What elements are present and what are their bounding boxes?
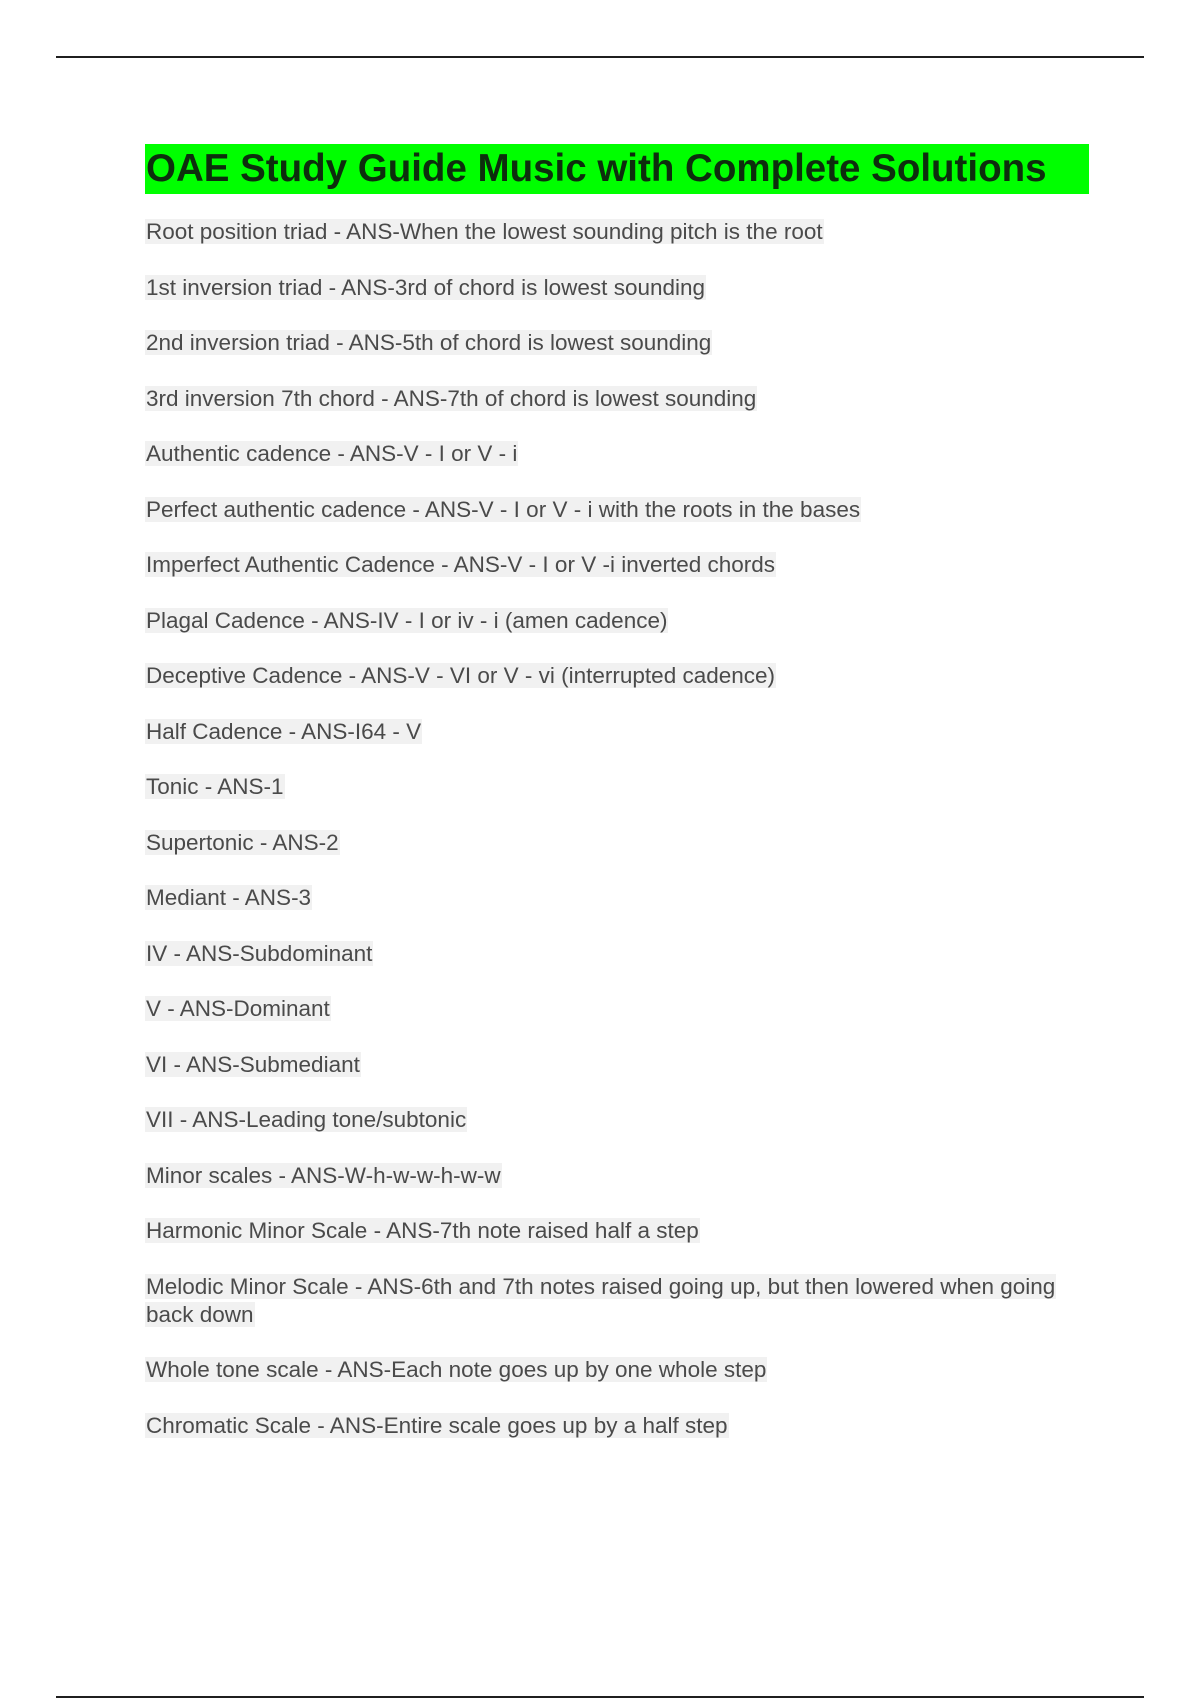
list-item xyxy=(145,551,1089,579)
list-item xyxy=(145,218,1089,246)
list-item-text: Perfect authentic cadence - ANS-V - I or V - i with the roots in the bases xyxy=(146,496,861,522)
list-item-text: Authentic cadence - ANS-V - I or V - i xyxy=(146,441,518,466)
list-item xyxy=(145,940,1089,968)
list-item-text: Deceptive Cadence - ANS-V - VI or V - vi (interrupted cadence) xyxy=(146,663,776,688)
list-item-text: VII - ANS-Leading tone/subtonic xyxy=(146,1107,467,1132)
list-item-text: IV - ANS-Subdominant xyxy=(146,940,373,966)
list-item xyxy=(145,440,1089,468)
list-item xyxy=(145,773,1089,801)
list-item-text: Whole tone scale - ANS-Each note goes up by one whole step xyxy=(146,1357,767,1382)
page-bottom-rule xyxy=(56,1696,1144,1698)
list-item-text: Melodic Minor Scale - ANS-6th and 7th notes raised going up, but then lowered when going back down xyxy=(146,1273,1056,1327)
list-item xyxy=(145,607,1089,635)
title-block xyxy=(145,144,1089,194)
list-item xyxy=(145,1217,1089,1245)
list-item-text: 2nd inversion triad - ANS-5th of chord is lowest sounding xyxy=(146,330,712,355)
list-item-text: Half Cadence - ANS-I64 - V xyxy=(146,718,422,744)
list-item xyxy=(145,995,1089,1023)
list-item xyxy=(145,1106,1089,1134)
list-item-text: 3rd inversion 7th chord - ANS-7th of chord is lowest sounding xyxy=(146,385,757,411)
qa-list xyxy=(145,218,1089,1467)
page-title: OAE Study Guide Music with Complete Solutions xyxy=(145,144,1089,194)
list-item xyxy=(145,884,1089,912)
list-item xyxy=(145,496,1089,524)
list-item xyxy=(145,829,1089,857)
list-item-text: Tonic - ANS-1 xyxy=(146,774,284,799)
list-item-text: Supertonic - ANS-2 xyxy=(146,829,339,855)
list-item xyxy=(145,1356,1089,1384)
list-item xyxy=(145,1162,1089,1190)
list-item-text: Chromatic Scale - ANS-Entire scale goes up by a half step xyxy=(146,1412,728,1438)
list-item-text: Plagal Cadence - ANS-IV - I or iv - i (amen cadence) xyxy=(146,607,668,633)
list-item-text: Harmonic Minor Scale - ANS-7th note raised half a step xyxy=(146,1218,699,1243)
page-top-rule xyxy=(56,56,1144,58)
list-item-text: Root position triad - ANS-When the lowest sounding pitch is the root xyxy=(146,219,823,244)
list-item xyxy=(145,662,1089,690)
list-item xyxy=(145,329,1089,357)
list-item xyxy=(145,718,1089,746)
list-item-text: V - ANS-Dominant xyxy=(146,996,330,1021)
list-item xyxy=(145,1273,1089,1329)
list-item-text: VI - ANS-Submediant xyxy=(146,1051,360,1077)
list-item-text: 1st inversion triad - ANS-3rd of chord is lowest sounding xyxy=(146,274,706,300)
list-item xyxy=(145,1051,1089,1079)
list-item-text: Imperfect Authentic Cadence - ANS-V - I or V -i inverted chords xyxy=(146,552,776,577)
list-item xyxy=(145,274,1089,302)
list-item xyxy=(145,385,1089,413)
list-item xyxy=(145,1412,1089,1440)
list-item-text: Minor scales - ANS-W-h-w-w-h-w-w xyxy=(146,1162,501,1188)
list-item-text: Mediant - ANS-3 xyxy=(146,885,312,910)
